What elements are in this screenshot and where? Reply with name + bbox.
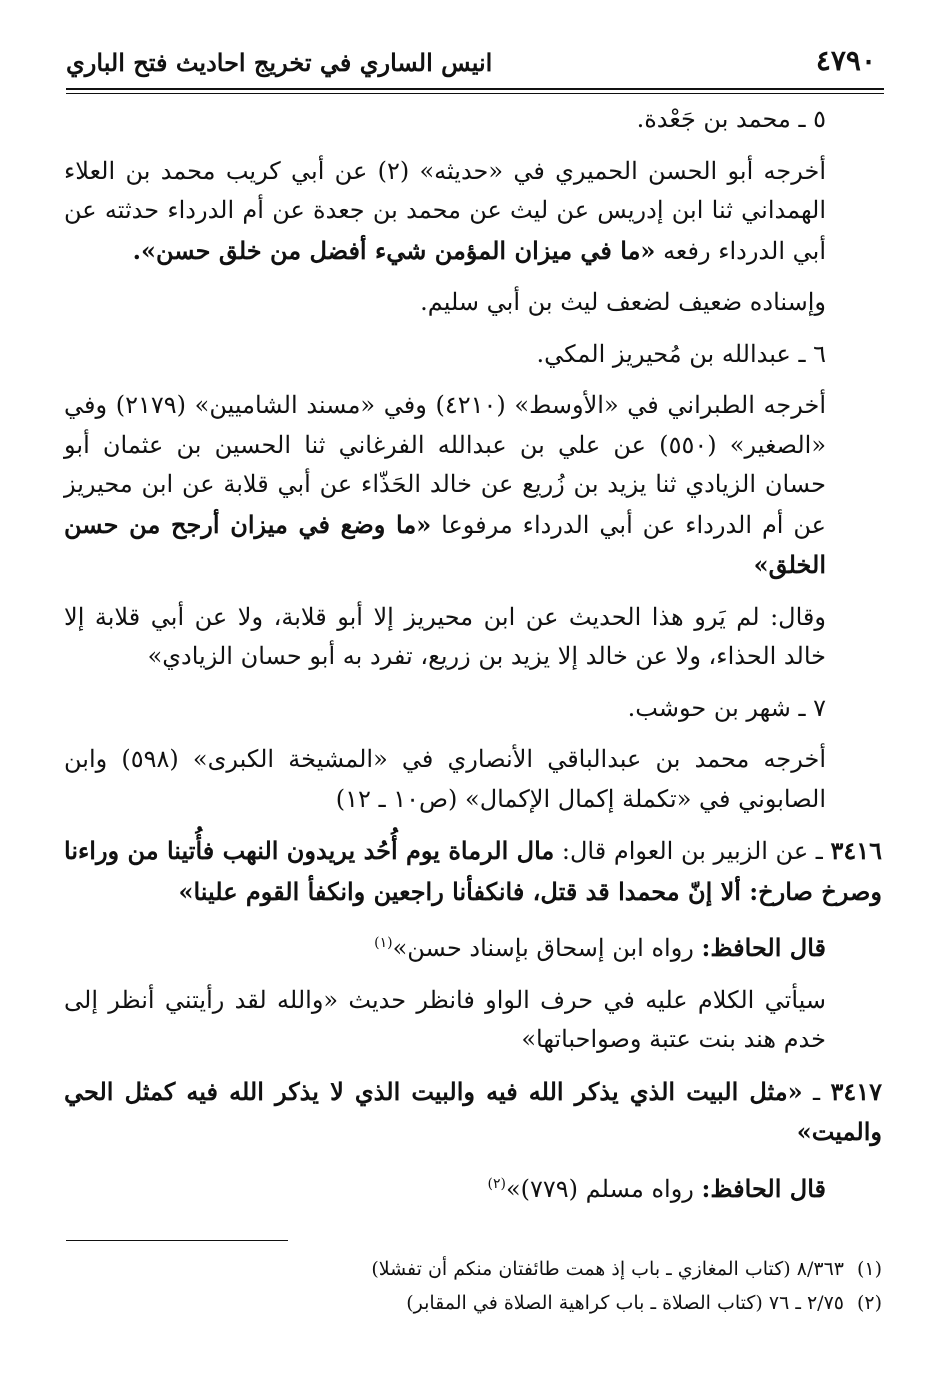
hadith-text: مال الرماة يوم أُحُد يريدون النهب فأُتينا من وراءنا وصرخ صارخ: ألا إنّ محمدا قد قتل، فانكفأنا راجعين وانكفأ القوم علينا» [64,836,882,906]
grading-paragraph: وإسناده ضعيف لضعف ليث بن أبي سليم. [420,288,826,316]
takhrij-paragraph [64,386,882,586]
hadith-quote: «ما وضع في ميزان أرجح من حسن الخلق» [64,509,826,579]
header-rule [66,88,884,90]
hadith-intro: ـ عن الزبير بن العوام قال: [554,837,831,865]
hafiz-label: قال الحافظ: [701,933,826,962]
takhrij-paragraph [64,152,882,272]
hadith-number: ٣٤١٧ [830,1076,883,1106]
footnote-number: (١) [856,1258,882,1280]
footnote [64,1252,882,1286]
footnote-ref: (١) [374,935,393,951]
hafiz-statement [64,924,882,969]
hafiz-statement [64,1165,882,1210]
hadith-entry [64,1072,882,1153]
paragraph-text: أخرجه أبو الحسن الحميري في «حديثه» (٢) عن أبي كريب محمد بن العلاء الهمداني ثنا ابن إدريس عن ليث عن محمد بن جعدة عن أم الدرداء حدثته عن أبي الدرداء رفعه [64,156,826,265]
hadith-number: ٣٤١٦ [830,836,883,865]
narrator-item: ٧ ـ شهر بن حوشب. [627,693,826,722]
quote-paragraph: وقال: لم يَرو هذا الحديث عن ابن محيريز إلا أبو قلابة، ولا عن أبي قلابة إلا خالد الحذاء، ولا عن خالد إلا يزيد بن زريع، تفرد به أبو حسان الزيادي» [64,602,826,670]
narrator-item: ٦ ـ عبدالله بن مُحيريز المكي. [536,339,826,368]
paragraph-text: أخرجه الطبراني في «الأوسط» (٤٢١٠) وفي «مسند الشاميين» (٢١٧٩) وفي «الصغير» (٥٥٠) عن علي بن عبدالله الفرغاني ثنا الحسين بن عثمان أبو حسان الزيادي ثنا يزيد بن زُريع عن خالد الحَذّاء عن أبي قلابة عن ابن محيريز عن أم الدرداء عن أبي الدرداء مرفوعا [64,391,827,539]
cross-reference-note: سيأتي الكلام عليه في حرف الواو فانظر حديث «والله لقد رأيتني أنظر إلى خدم هند بنت عتبة وصواحباتها» [64,985,826,1053]
hafiz-label: قال الحافظ: [701,1173,826,1203]
hadith-entry [64,831,882,912]
footnotes [64,1252,882,1320]
takhrij-paragraph: أخرجه محمد بن عبدالباقي الأنصاري في «المشيخة الكبرى» (٥٩٨) وابن الصابوني في «تكملة إكمال الإكمال» (ص١٠ ـ ١٢) [64,745,826,813]
header-rule-thin [66,93,884,94]
footnote-separator [66,1240,288,1241]
book-title: انيس الساري في تخريج احاديث فتح الباري [66,48,493,77]
hadith-quote: «ما في ميزان المؤمن شيء أفضل من خلق حسن». [132,235,656,265]
footnote-text: ٢/٧٥ ـ ٧٦ (كتاب الصلاة ـ باب كراهية الصلاة في المقابر) [406,1292,844,1314]
footnote-text: ٨/٣٦٣ (كتاب المغازي ـ باب إذ همت طائفتان منكم أن تفشلا) [371,1258,844,1280]
running-header [66,44,884,84]
footnote-ref: (٢) [487,1175,506,1192]
page-body [64,100,882,1221]
hadith-intro: ـ [802,1077,831,1106]
footnote-number: (٢) [856,1292,882,1314]
hafiz-text: رواه ابن إسحاق بإسناد حسن» [392,934,702,962]
footnote [64,1286,882,1320]
narrator-item: ٥ ـ محمد بن جَعْدة. [636,105,826,133]
hafiz-text: رواه مسلم (٧٧٩)» [505,1174,702,1203]
hadith-text: «مثل البيت الذي يذكر الله فيه والبيت الذي لا يذكر الله فيه كمثل الحي والميت» [64,1076,882,1146]
page-number: ٤٧٩٠ [815,44,876,77]
